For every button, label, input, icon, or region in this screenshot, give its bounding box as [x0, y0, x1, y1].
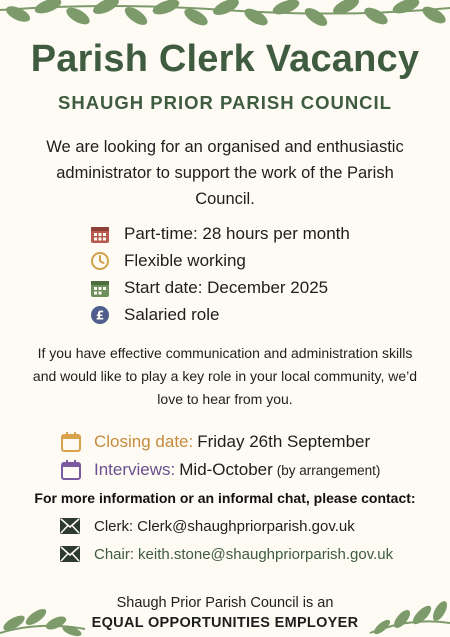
feature-label: Salaried role — [124, 304, 220, 324]
closing-date-value: Friday 26th September — [197, 432, 371, 451]
list-item — [90, 274, 410, 301]
feature-label: Part-time: 28 hours per month — [124, 223, 350, 243]
interview-label: Interviews: — [94, 460, 176, 479]
chair-label: Chair: — [94, 545, 135, 563]
calendar-icon — [90, 224, 110, 244]
list-item — [90, 220, 410, 247]
interview-note: (by arrangement) — [276, 462, 381, 478]
svg-text:£: £ — [95, 308, 105, 322]
closing-date-label: Closing date: — [94, 432, 194, 451]
skills-text: If you have effective communication and administration skills and would like to play a key role in your local community, we’d love to hear from you. — [32, 345, 418, 407]
chair-contact-row — [60, 540, 440, 568]
clock-icon — [90, 251, 110, 271]
list-item — [90, 247, 410, 274]
envelope-icon — [60, 518, 80, 534]
interview-row — [60, 456, 440, 484]
envelope-icon — [60, 546, 80, 562]
footer-line: Shaugh Prior Parish Council is an — [116, 595, 334, 611]
calendar-icon — [90, 278, 110, 298]
feature-label: Start date: December 2025 — [124, 277, 329, 297]
clerk-contact-row — [60, 512, 440, 540]
leaf-vine-decoration-top — [0, 0, 450, 40]
equal-opportunities-line: EQUAL OPPORTUNITIES EMPLOYER — [91, 615, 359, 631]
clerk-email-link[interactable]: Clerk@shaughpriorparish.gov.uk — [137, 517, 355, 535]
council-name: SHAUGH PRIOR PARISH COUNCIL — [58, 92, 392, 113]
feature-label: Flexible working — [124, 250, 246, 270]
pound-coin-icon — [90, 305, 110, 325]
chair-email-link[interactable]: keith.stone@shaughpriorparish.gov.uk — [138, 545, 394, 563]
feature-list — [90, 220, 410, 328]
contact-heading: For more information or an informal chat, please contact: — [34, 490, 416, 506]
leaf-vine-decoration-bottom — [0, 587, 450, 637]
contact-list — [60, 512, 440, 568]
intro-text: We are looking for an organised and enthusiastic administrator to support the work of the Parish Council. — [46, 138, 404, 208]
calendar-icon — [60, 459, 82, 481]
key-dates — [60, 428, 440, 484]
list-item — [90, 301, 410, 328]
clerk-label: Clerk: — [94, 517, 134, 535]
calendar-icon — [60, 431, 82, 453]
interview-value: Mid-October — [179, 460, 273, 479]
closing-date-row — [60, 428, 440, 456]
page-title: Parish Clerk Vacancy — [30, 38, 420, 80]
